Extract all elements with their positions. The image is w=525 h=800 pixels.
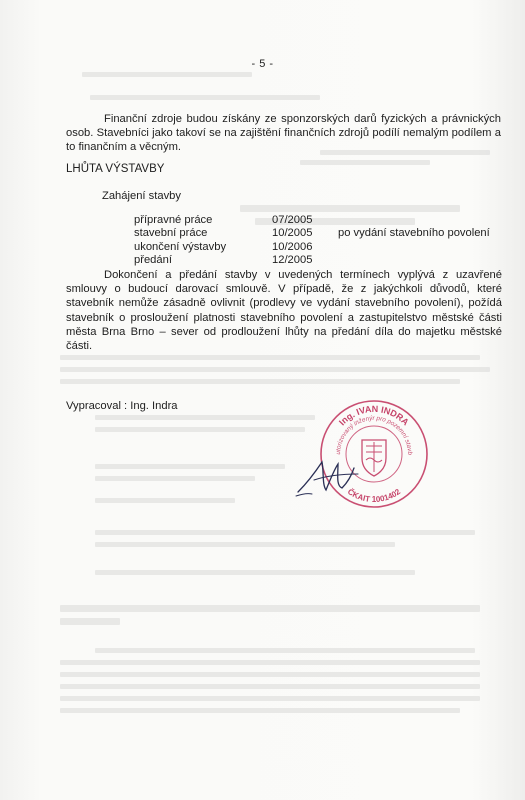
schedule-row bbox=[134, 254, 490, 267]
signature bbox=[292, 444, 382, 504]
stamp-number: ČKAIT 1001402 bbox=[345, 487, 403, 505]
schedule-date: 12/2005 bbox=[272, 253, 313, 266]
schedule-date: 10/2006 bbox=[272, 240, 313, 253]
subheading-construction-start: Zahájení stavby bbox=[102, 190, 181, 202]
schedule-phase: přípravné práce bbox=[134, 214, 213, 226]
stamp-name: Ing. IVAN INDRA bbox=[336, 403, 411, 428]
schedule-phase: stavební práce bbox=[134, 227, 208, 240]
page-number: - 5 - bbox=[251, 58, 274, 70]
schedule-phase: předání bbox=[134, 253, 172, 266]
schedule-note: po vydání stavebního povolení bbox=[338, 227, 490, 240]
schedule-phase: ukončení výstavby bbox=[134, 240, 227, 253]
schedule-date: 10/2005 bbox=[272, 227, 313, 240]
schedule-row bbox=[134, 241, 490, 254]
schedule-row bbox=[134, 227, 490, 240]
completion-paragraph: Dokončení a předání stavby v uvedených termínech vyplývá z uzavřené smlouvy o budoucí darovací smlouvě. V případě, že z jakýchkoli důvodů, které stavebník nemůže zásadně ovlivnit (prodlevy ve vydání stavebního povolení), požídá stavebník o prosloužení platnosti stavebního povolení a zastupitelstvo městské části města Brna Brno – sever od prodloužení lhůty na předání díla do majetku městské části. bbox=[66, 269, 502, 353]
section-heading-deadline: LHŮTA VÝSTAVBY bbox=[66, 163, 165, 175]
stamp-title: utorizovaný inženýr pro pozemní stavb bbox=[334, 415, 414, 456]
construction-schedule bbox=[134, 214, 490, 267]
prepared-by: Vypracoval : Ing. Indra bbox=[66, 400, 178, 412]
schedule-date: 07/2005 bbox=[272, 214, 313, 226]
schedule-row bbox=[134, 214, 490, 227]
financing-paragraph: Finanční zdroje budou získány ze sponzorských darů fyzických a právnických osob. Stavebníci jako takoví se na zajištění finančních zdrojů podílí nemalým podílem a to finančním a věcným. bbox=[66, 113, 501, 154]
